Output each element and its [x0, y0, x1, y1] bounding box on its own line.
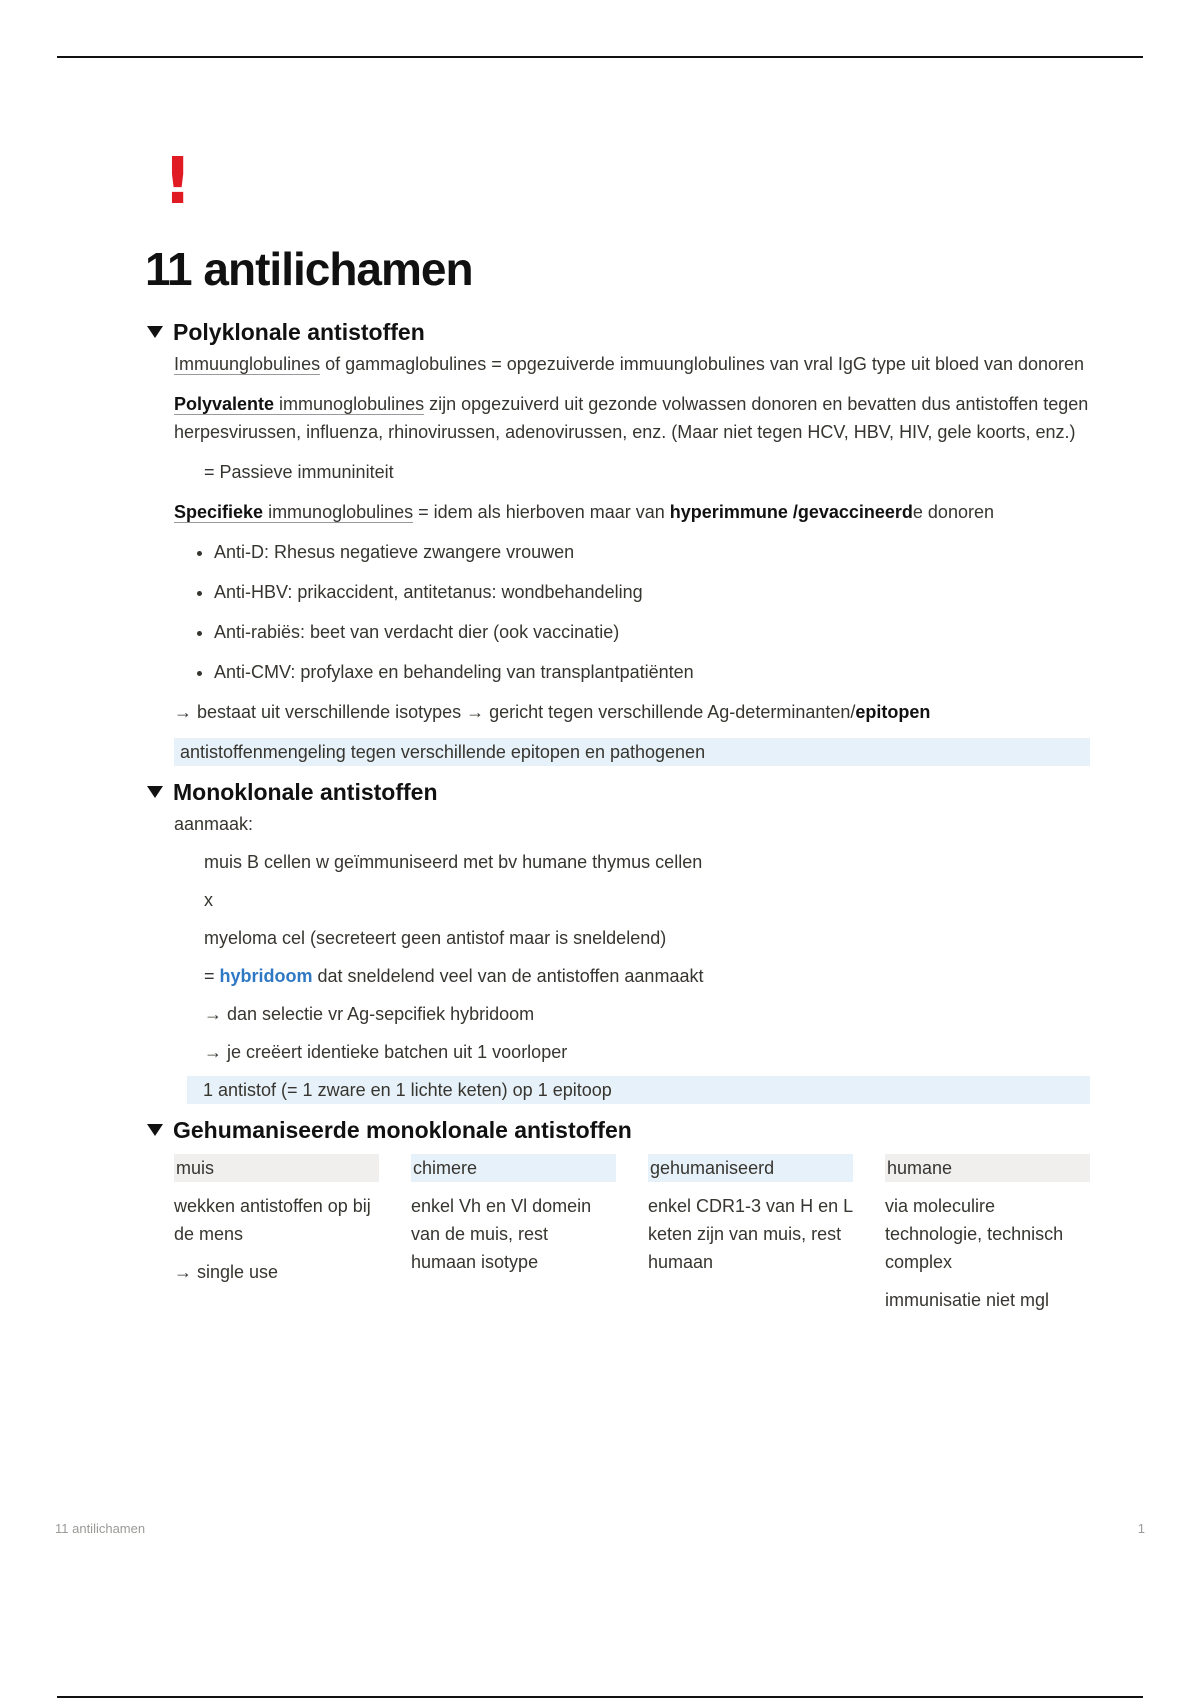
- text: zijn opgezuiverd uit gezonde volwassen donoren en bevatten dus antistoffen tegen herpesvirussen, influenza, rhinovirussen, adenovirussen, enz. (Maar niet tegen HCV, HBV, HIV, gele koorts, enz.): [174, 394, 1089, 442]
- text: → bestaat uit verschillende isotypes → gericht tegen verschillende Ag-determinanten/: [174, 702, 856, 722]
- column-header: humane: [885, 1154, 1090, 1182]
- paragraph: via moleculire technologie, technisch complex: [885, 1196, 1064, 1272]
- bullet-list: [174, 538, 1090, 686]
- text: e donoren: [912, 502, 994, 522]
- toggle-monoklonale: [145, 774, 1090, 1104]
- paragraph: [174, 698, 1090, 726]
- column-header: chimere: [411, 1154, 616, 1182]
- exclamation-icon: !: [163, 145, 193, 219]
- page-title: 11 antilichamen: [145, 243, 473, 295]
- toggle-gehumaniseerde: [145, 1112, 1090, 1324]
- bold-term: Specifieke: [174, 502, 264, 522]
- column-header: gehumaniseerd: [648, 1154, 853, 1182]
- paragraph: wekken antistoffen op bij de mens: [174, 1196, 371, 1244]
- highlight-block: antistoffenmengeling tegen verschillende epitopen en pathogenen: [174, 738, 1090, 766]
- paragraph: aanmaak:: [174, 814, 254, 834]
- footer-title: 11 antilichamen: [55, 1521, 146, 1536]
- text: =: [204, 966, 220, 986]
- toggle-body: [145, 810, 1090, 1104]
- toggle-triangle-icon[interactable]: [147, 1124, 163, 1136]
- column-gehumaniseerd: [648, 1154, 853, 1324]
- bold-term: hyperimmune /gevaccineerd: [669, 502, 913, 522]
- toggle-polyklonale: [145, 314, 1090, 766]
- section-heading: Polyklonale antistoffen: [173, 318, 425, 345]
- column-layout: [174, 1154, 1090, 1324]
- toggle-body: [145, 350, 1090, 766]
- column-header: muis: [174, 1154, 379, 1182]
- bold-term: epitopen: [855, 702, 931, 722]
- list-item: • Anti-rabiës: beet van verdacht dier (ook vaccinatie): [214, 618, 1090, 646]
- list-item: • Anti-CMV: profylaxe en behandeling van transplantpatiënten: [214, 658, 1090, 686]
- paragraph: immunisatie niet mgl: [885, 1290, 1050, 1310]
- bold-term: Polyvalente: [174, 394, 275, 414]
- underlined-term: Immuunglobulines: [174, 354, 321, 374]
- underlined-term: immunoglobulines: [263, 502, 414, 522]
- bottom-rule: [57, 1696, 1143, 1698]
- indented-block: [174, 848, 1090, 1066]
- list-item: • Anti-D: Rhesus negatieve zwangere vrouwen: [214, 538, 1090, 566]
- highlight-block: 1 antistof (= 1 zware en 1 lichte keten) op 1 epitoop: [187, 1076, 1090, 1104]
- section-heading: Gehumaniseerde monoklonale antistoffen: [173, 1116, 632, 1143]
- paragraph: → single use: [174, 1262, 279, 1282]
- text: of gammaglobulines = opgezuiverde immuunglobulines van vral IgG type uit bloed van donoren: [320, 354, 1085, 374]
- section-heading: Monoklonale antistoffen: [173, 778, 438, 805]
- paragraph: [174, 350, 1090, 378]
- paragraph: muis B cellen w geïmmuniseerd met bv humane thymus cellen: [204, 852, 703, 872]
- column-humane: [885, 1154, 1090, 1324]
- column-chimere: [411, 1154, 616, 1324]
- toggle-triangle-icon[interactable]: [147, 786, 163, 798]
- document-page: [145, 145, 1090, 1324]
- toggle-body: [145, 1154, 1090, 1324]
- toggle-header-polyklonale[interactable]: [145, 314, 1090, 350]
- page-footer: [55, 1521, 1145, 1536]
- text: = idem als hierboven maar van: [413, 502, 670, 522]
- paragraph: = Passieve immuniniteit: [204, 462, 394, 482]
- top-rule: [57, 56, 1143, 58]
- text: dat sneldelend veel van de antistoffen aanmaakt: [312, 966, 704, 986]
- paragraph: myeloma cel (secreteert geen antistof maar is sneldelend): [204, 928, 667, 948]
- paragraph: → dan selectie vr Ag-sepcifiek hybridoom: [204, 1004, 535, 1024]
- paragraph: enkel Vh en Vl domein van de muis, rest humaan isotype: [411, 1196, 592, 1272]
- page-number: 1: [1137, 1521, 1145, 1536]
- highlighted-term: hybridoom: [219, 966, 313, 986]
- list-item: • Anti-HBV: prikaccident, antitetanus: wondbehandeling: [214, 578, 1090, 606]
- paragraph: [174, 498, 1090, 526]
- paragraph: [204, 962, 1090, 990]
- underlined-term: immunoglobulines: [274, 394, 425, 414]
- toggle-header-monoklonale[interactable]: [145, 774, 1090, 810]
- paragraph: x: [204, 890, 213, 910]
- toggle-header-gehumaniseerde[interactable]: [145, 1112, 1090, 1148]
- paragraph: enkel CDR1-3 van H en L keten zijn van muis, rest humaan: [648, 1196, 853, 1272]
- column-muis: [174, 1154, 379, 1324]
- paragraph: → je creëert identieke batchen uit 1 voorloper: [204, 1042, 568, 1062]
- toggle-triangle-icon[interactable]: [147, 326, 163, 338]
- paragraph: [174, 390, 1090, 446]
